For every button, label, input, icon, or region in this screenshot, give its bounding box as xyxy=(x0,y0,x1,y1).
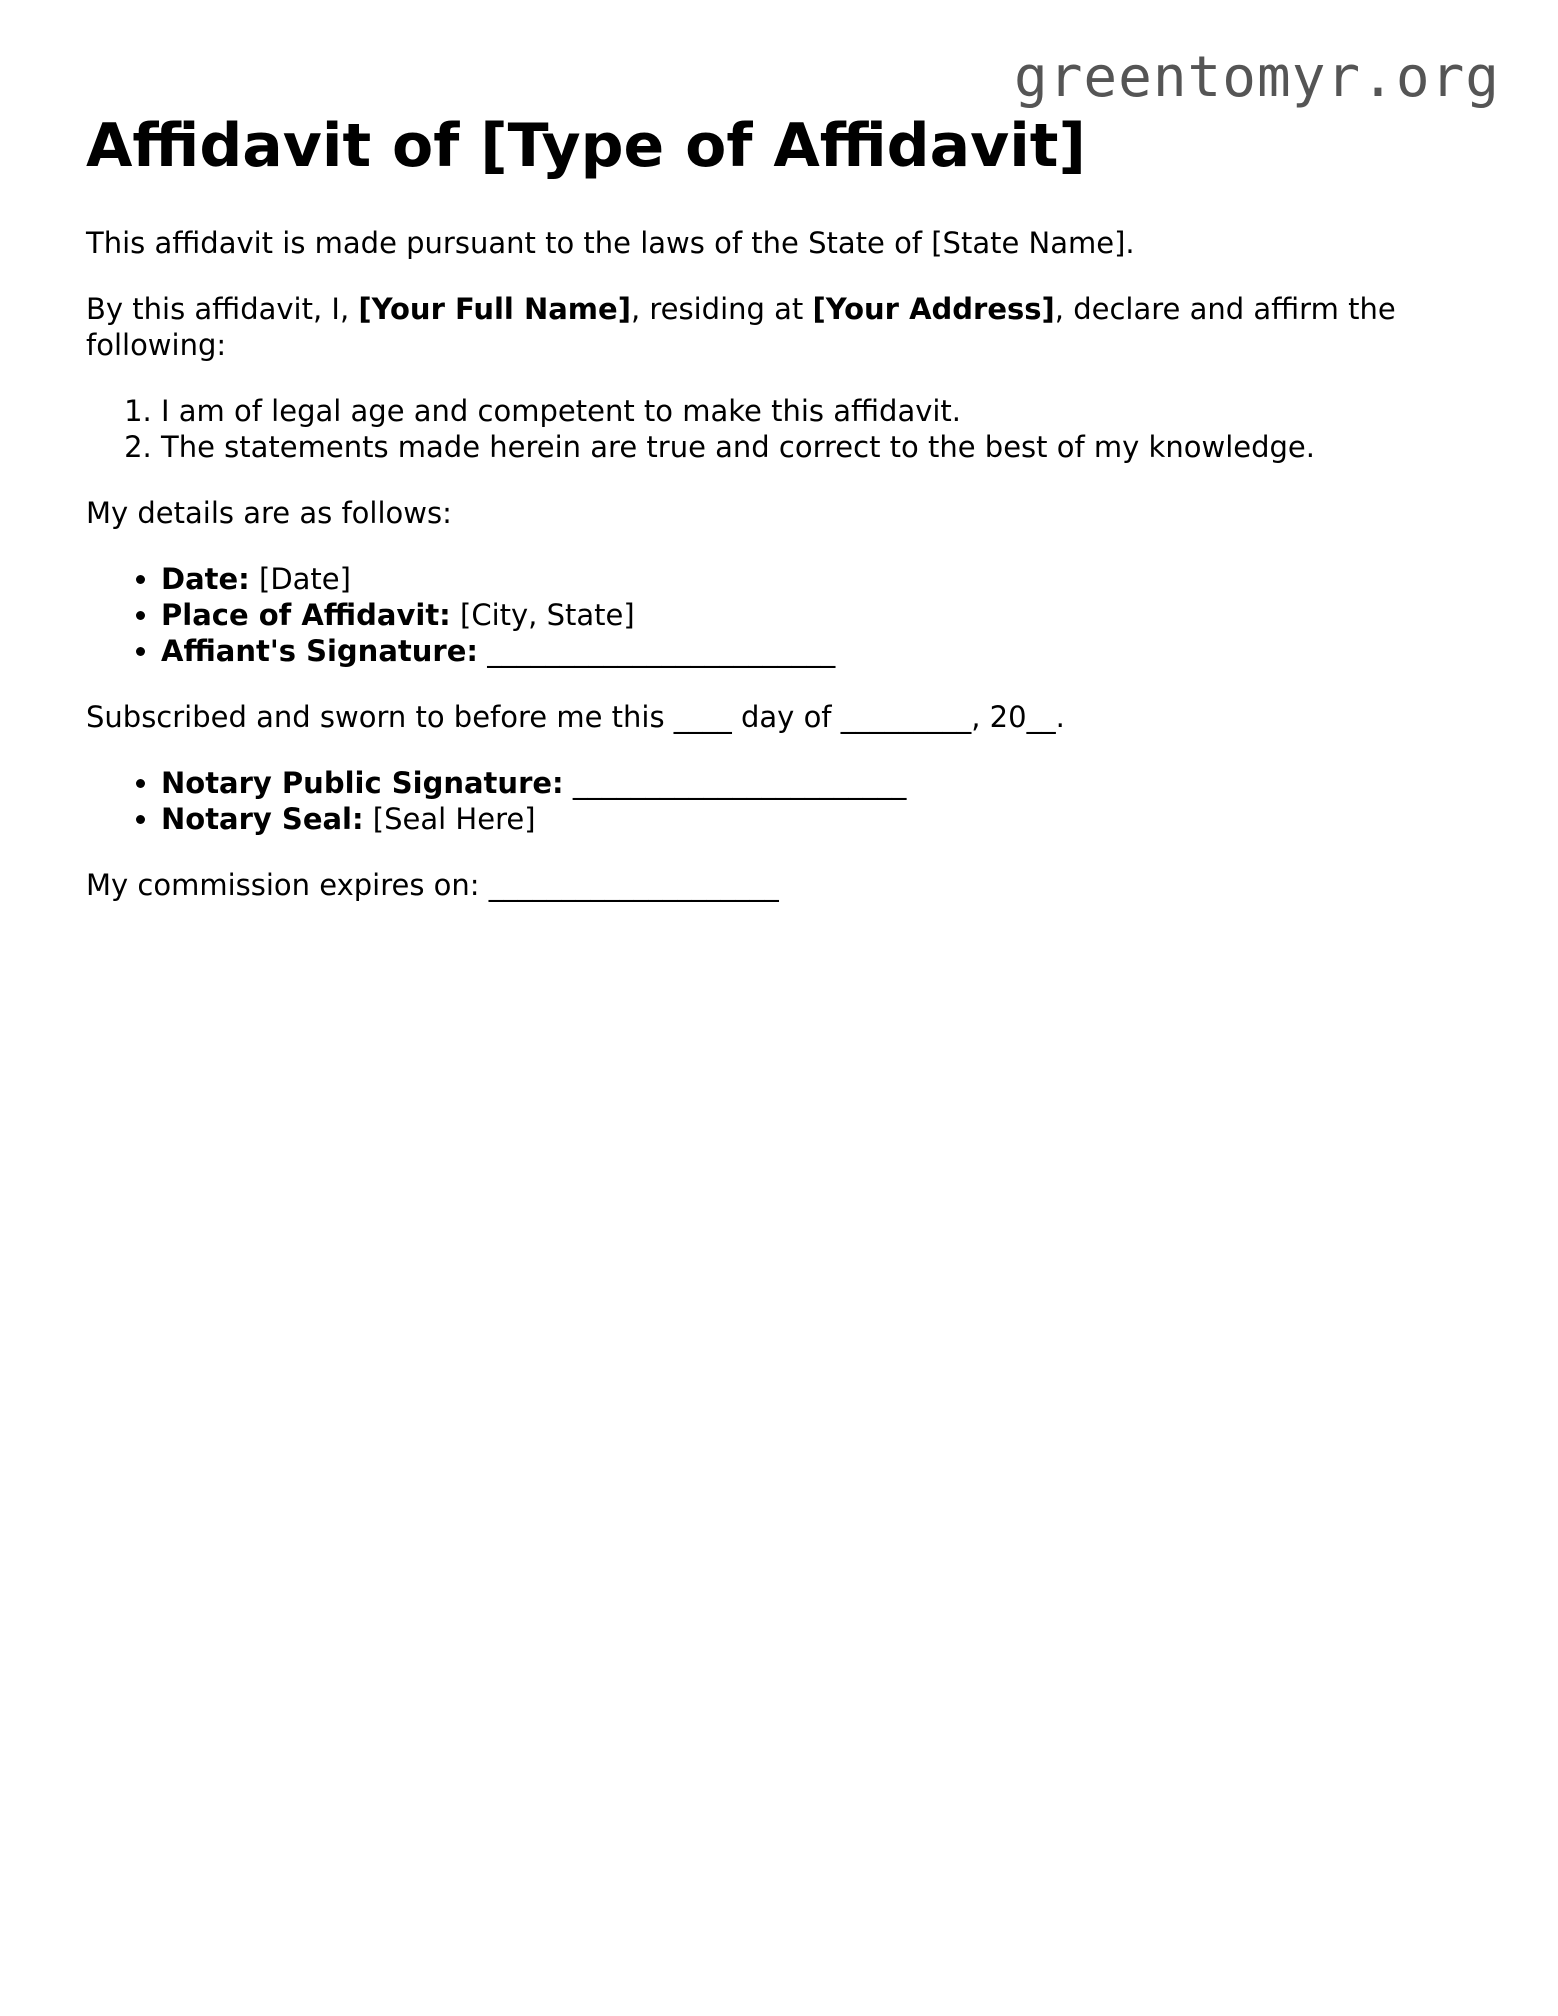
detail-value: [City, State] xyxy=(450,598,635,632)
detail-place xyxy=(161,597,1486,633)
detail-value: [Date] xyxy=(249,562,351,596)
statement-item: 2. The statements made herein are true and correct to the best of my knowledge. xyxy=(161,429,1486,465)
intro-paragraph: This affidavit is made pursuant to the laws of the State of [State Name]. xyxy=(86,226,1135,260)
declaration-prefix: By this affidavit, I, xyxy=(86,292,359,326)
sworn-line: Subscribed and sworn to before me this ____ day of _________, 20__. xyxy=(86,700,1065,734)
statement-item: 1. I am of legal age and competent to make this affidavit. xyxy=(161,393,1486,429)
detail-value: ________________________ xyxy=(477,634,836,668)
detail-label: Place of Affidavit: xyxy=(161,598,451,632)
details-list xyxy=(86,561,1486,669)
document-page xyxy=(86,112,1486,933)
declaration-middle: , residing at xyxy=(630,292,813,326)
details-heading: My details are as follows: xyxy=(86,496,452,530)
notary-label: Notary Seal: xyxy=(161,802,364,836)
notary-list xyxy=(86,765,1486,837)
detail-label: Date: xyxy=(161,562,250,596)
watermark: greentomyr.org xyxy=(1013,45,1500,110)
address-placeholder: [Your Address] xyxy=(812,292,1055,326)
notary-label: Notary Public Signature: xyxy=(161,766,564,800)
notary-seal xyxy=(161,801,1486,837)
commission-line: My commission expires on: ____________________ xyxy=(86,868,779,902)
detail-date xyxy=(161,561,1486,597)
statements-list xyxy=(86,393,1486,465)
detail-label: Affiant's Signature: xyxy=(161,634,478,668)
detail-affiant-signature xyxy=(161,633,1486,669)
notary-value: _______________________ xyxy=(563,766,907,800)
declaration-suffix: , declare and affirm the following: xyxy=(86,292,1396,362)
notary-value: [Seal Here] xyxy=(363,802,536,836)
declaration-paragraph xyxy=(86,291,1486,363)
notary-signature xyxy=(161,765,1486,801)
page-title: Affidavit of [Type of Affidavit] xyxy=(86,111,1086,181)
name-placeholder: [Your Full Name] xyxy=(358,292,631,326)
